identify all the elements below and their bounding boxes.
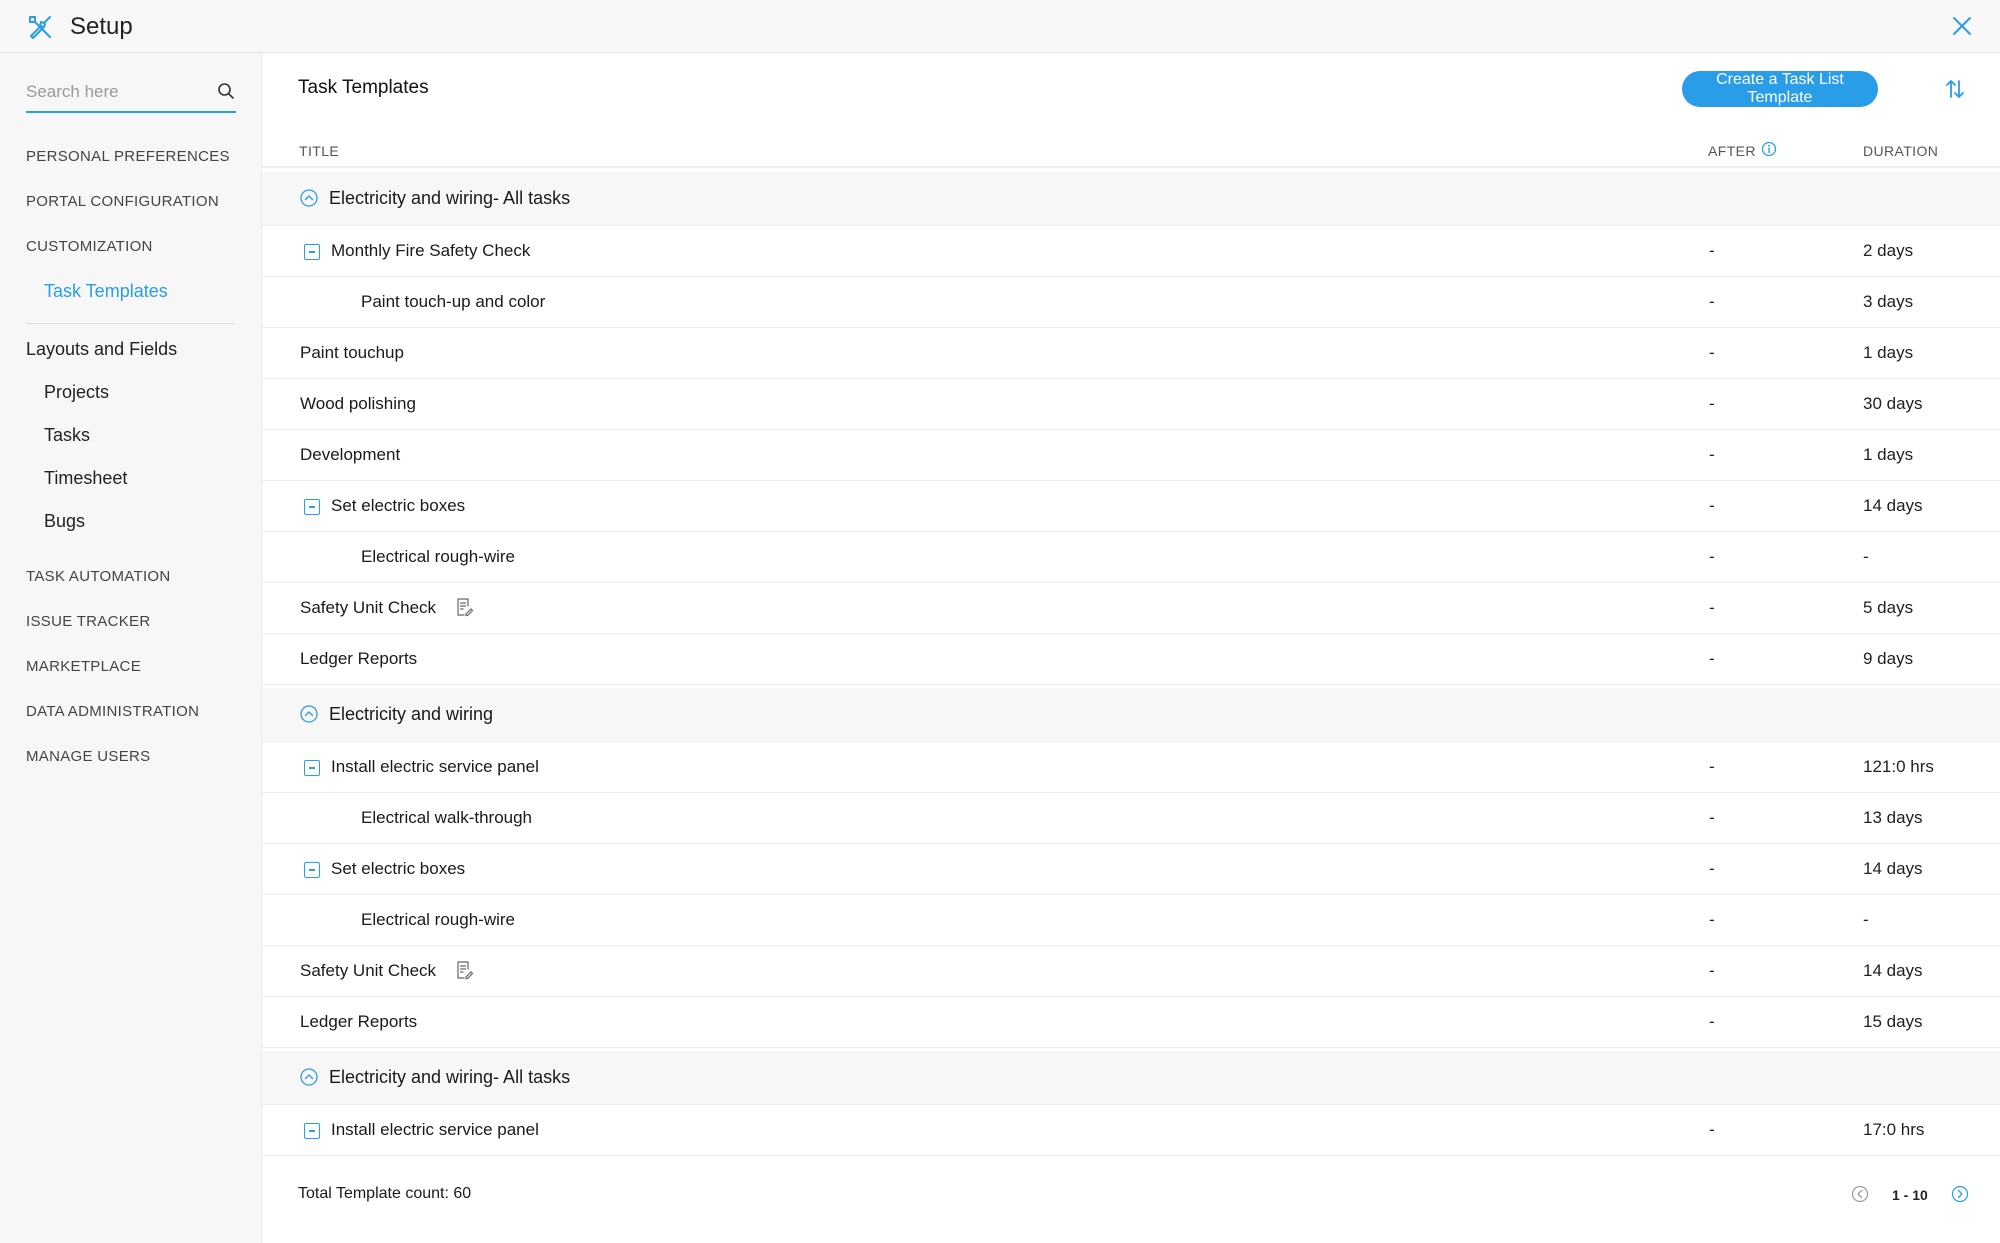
template-group-row[interactable] [262,1051,2000,1105]
template-group-row[interactable] [262,172,2000,226]
create-task-list-template-button[interactable]: Create a Task List Template [1682,71,1878,107]
next-page-icon[interactable] [1951,1185,1969,1203]
column-duration-header: DURATION [1863,143,1939,159]
total-template-count: Total Template count: 60 [298,1185,472,1202]
nav-task-templates[interactable]: Task Templates [44,281,168,301]
layouts-and-fields-heading: Layouts and Fields [26,339,178,359]
collapse-subtasks-icon[interactable] [304,1123,320,1139]
task-after-value: - [1709,859,1715,878]
main-panel [262,53,2000,1243]
task-title: Monthly Fire Safety Check [331,241,531,260]
task-after-value: - [1709,649,1715,668]
tools-icon [26,13,54,41]
top-bar [0,0,2000,53]
task-title: Safety Unit Check [300,961,437,980]
nav-projects[interactable]: Projects [44,382,110,402]
nav-data-administration[interactable]: DATA ADMINISTRATION [26,703,200,720]
task-row[interactable] [262,742,2000,793]
app-title: Setup [70,13,133,40]
task-row[interactable] [262,583,2000,634]
search-input[interactable] [26,75,206,109]
task-after-value: - [1709,961,1715,980]
task-duration-value: 3 days [1863,292,1914,311]
task-duration-value: - [1863,547,1869,566]
task-duration-value: 13 days [1863,808,1923,827]
nav-bugs[interactable]: Bugs [44,511,86,531]
task-title: Wood polishing [300,394,416,413]
task-after-value: - [1709,598,1715,617]
task-duration-value: 1 days [1863,445,1914,464]
collapse-group-icon[interactable] [299,1067,319,1087]
task-title: Development [300,445,401,464]
task-after-value: - [1709,241,1715,260]
task-row[interactable] [262,277,2000,328]
task-after-value: - [1709,1120,1715,1139]
task-row[interactable] [262,430,2000,481]
nav-task-automation[interactable]: TASK AUTOMATION [26,568,171,585]
task-row[interactable] [262,997,2000,1048]
task-row[interactable] [262,1105,2000,1156]
task-title: Set electric boxes [331,859,466,878]
task-title: Paint touchup [300,343,404,362]
collapse-subtasks-icon[interactable] [304,862,320,878]
task-after-value: - [1709,1012,1715,1031]
task-duration-value: 9 days [1863,649,1914,668]
task-duration-value: - [1863,910,1869,929]
search-box [26,75,236,113]
group-title: Electricity and wiring- All tasks [329,1067,571,1087]
previous-page-icon[interactable] [1851,1185,1869,1203]
info-icon[interactable] [1761,141,1777,157]
task-row[interactable] [262,226,2000,277]
task-row[interactable] [262,532,2000,583]
task-title: Install electric service panel [331,1120,539,1139]
nav-timesheet[interactable]: Timesheet [44,468,128,488]
task-duration-value: 5 days [1863,598,1914,617]
sidebar [0,53,262,1243]
nav-manage-users[interactable]: MANAGE USERS [26,748,151,765]
sort-icon[interactable] [1942,76,1968,102]
task-row[interactable] [262,895,2000,946]
close-icon[interactable] [1950,14,1974,38]
page-title: Task Templates [298,77,429,98]
nav-issue-tracker[interactable]: ISSUE TRACKER [26,613,151,630]
task-title: Electrical rough-wire [361,910,515,929]
page-range: 1 - 10 [1892,1187,1928,1203]
collapse-group-icon[interactable] [299,704,319,724]
template-table [262,172,2000,1156]
nav-customization[interactable]: CUSTOMIZATION [26,238,153,255]
task-duration-value: 1 days [1863,343,1914,362]
task-after-value: - [1709,757,1715,776]
task-after-value: - [1709,292,1715,311]
search-icon[interactable] [217,82,235,100]
task-row[interactable] [262,793,2000,844]
collapse-subtasks-icon[interactable] [304,244,320,260]
header-divider [262,166,2000,168]
task-title: Electrical rough-wire [361,547,515,566]
task-duration-value: 14 days [1863,961,1923,980]
task-duration-value: 14 days [1863,496,1923,515]
collapse-group-icon[interactable] [299,188,319,208]
task-duration-value: 14 days [1863,859,1923,878]
group-title: Electricity and wiring- All tasks [329,188,571,208]
task-duration-value: 121:0 hrs [1863,757,1934,776]
task-row[interactable] [262,481,2000,532]
task-row[interactable] [262,844,2000,895]
task-after-value: - [1709,808,1715,827]
collapse-subtasks-icon[interactable] [304,499,320,515]
column-title-header: TITLE [299,143,340,159]
task-title: Electrical walk-through [361,808,533,827]
task-title: Ledger Reports [300,649,418,668]
task-duration-value: 15 days [1863,1012,1923,1031]
task-title: Ledger Reports [300,1012,418,1031]
task-row[interactable] [262,328,2000,379]
task-title: Safety Unit Check [300,598,437,617]
task-after-value: - [1709,547,1715,566]
nav-personal-preferences[interactable]: PERSONAL PREFERENCES [26,148,230,165]
collapse-subtasks-icon[interactable] [304,760,320,776]
task-after-value: - [1709,496,1715,515]
nav-portal-configuration[interactable]: PORTAL CONFIGURATION [26,193,219,210]
sidebar-divider [26,323,235,324]
task-duration-value: 30 days [1863,394,1923,413]
task-title: Install electric service panel [331,757,539,776]
nav-tasks[interactable]: Tasks [44,425,91,445]
task-row[interactable] [262,379,2000,430]
task-title: Set electric boxes [331,496,466,515]
group-title: Electricity and wiring [329,704,494,724]
template-group-row[interactable] [262,688,2000,742]
task-duration-value: 17:0 hrs [1863,1120,1925,1139]
task-row[interactable] [262,946,2000,997]
task-duration-value: 2 days [1863,241,1914,260]
note-icon[interactable] [454,960,474,980]
task-title: Paint touch-up and color [361,292,546,311]
task-after-value: - [1709,910,1715,929]
column-after-header: AFTER [1708,143,1756,159]
task-after-value: - [1709,445,1715,464]
task-after-value: - [1709,394,1715,413]
note-icon[interactable] [454,597,474,617]
nav-marketplace[interactable]: MARKETPLACE [26,658,141,675]
task-after-value: - [1709,343,1715,362]
task-row[interactable] [262,634,2000,685]
